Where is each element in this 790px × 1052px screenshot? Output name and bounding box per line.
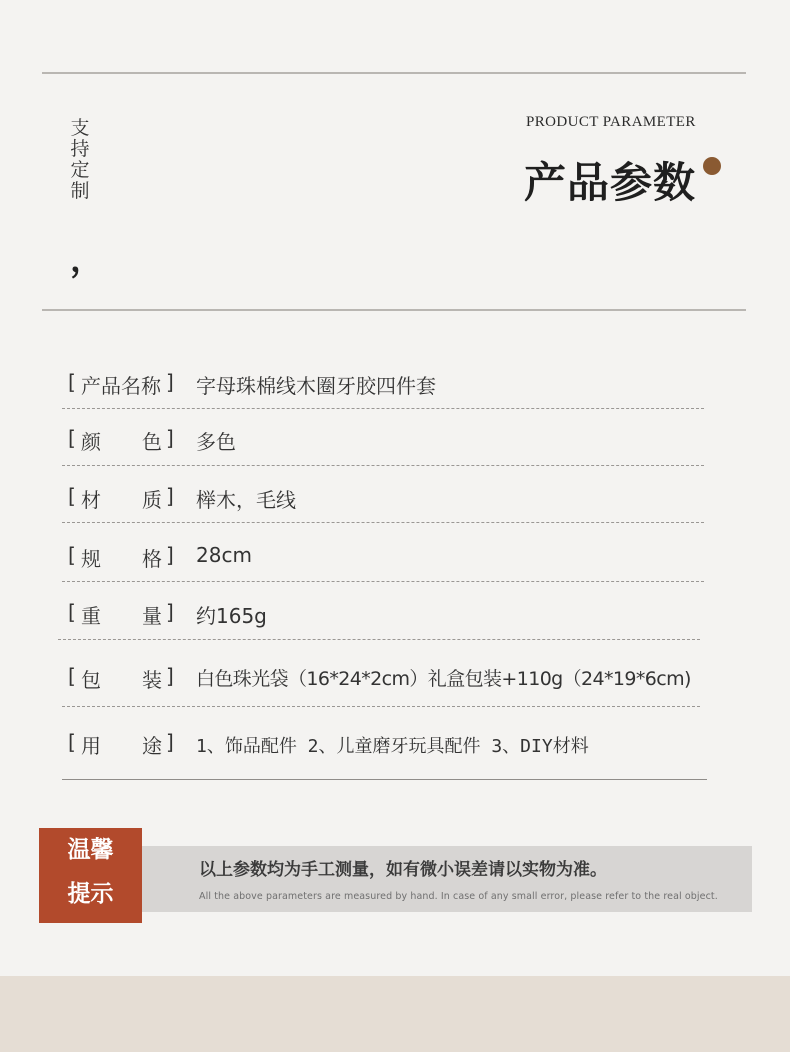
param-row-usage: [ 用 途 ] 1、饰品配件 2、儿童磨牙玩具配件 3、DIY材料 xyxy=(68,730,589,758)
vertical-comma: ， xyxy=(70,240,104,280)
row-divider xyxy=(62,581,704,582)
label-text: 产品名称 xyxy=(81,374,161,398)
row-divider xyxy=(62,706,700,707)
param-row-size: [ 规 格 ] 28cm xyxy=(68,543,252,571)
notice-text-en: All the above parameters are measured by hand. In case of any small error, please refer to the real object. xyxy=(199,891,718,902)
param-value: 榉木，毛线 xyxy=(196,488,296,512)
notice-text-cn: 以上参数均为手工测量，如有微小误差请以实物为准。 xyxy=(199,860,607,880)
notice-badge-line1: 温馨 xyxy=(67,837,114,863)
notice-badge xyxy=(39,828,142,923)
row-divider xyxy=(62,408,704,409)
param-row-name: [ 产品名称 ] 字母珠棉线木圈牙胶四件套 xyxy=(68,370,436,398)
custom-support-tag: 支持定制 xyxy=(70,117,90,202)
param-value: 1、饰品配件 2、儿童磨牙玩具配件 3、DIY材料 xyxy=(196,736,589,757)
notice-band xyxy=(142,846,752,912)
decorative-dot xyxy=(703,157,721,175)
param-value: 约165g xyxy=(196,604,267,628)
param-value: 字母珠棉线木圈牙胶四件套 xyxy=(196,374,436,398)
product-parameter-en: PRODUCT PARAMETER xyxy=(526,114,696,130)
top-strip xyxy=(0,0,790,12)
notice-badge-line2: 提示 xyxy=(67,881,114,907)
param-row-packaging: [ 包 装 ] 白色珠光袋（16*24*2cm）礼盒包装+110g（24*19*6cm) xyxy=(68,664,691,692)
param-row-weight: [ 重 量 ] 约165g xyxy=(68,600,267,628)
mid-divider xyxy=(42,309,746,311)
row-divider xyxy=(58,639,700,640)
param-value: 多色 xyxy=(196,430,236,454)
param-value: 白色珠光袋（16*24*2cm）礼盒包装+110g（24*19*6cm) xyxy=(196,668,691,690)
footer-band xyxy=(0,976,790,1052)
param-value: 28cm xyxy=(196,543,252,567)
param-row-color: [ 颜 色 ] 多色 xyxy=(68,426,236,454)
table-bottom-line xyxy=(62,779,707,780)
product-parameter-title: 产品参数 xyxy=(524,158,697,207)
param-row-material: [ 材 质 ] 榉木，毛线 xyxy=(68,484,296,512)
row-divider xyxy=(62,522,704,523)
top-divider xyxy=(42,72,746,74)
row-divider xyxy=(62,465,704,466)
